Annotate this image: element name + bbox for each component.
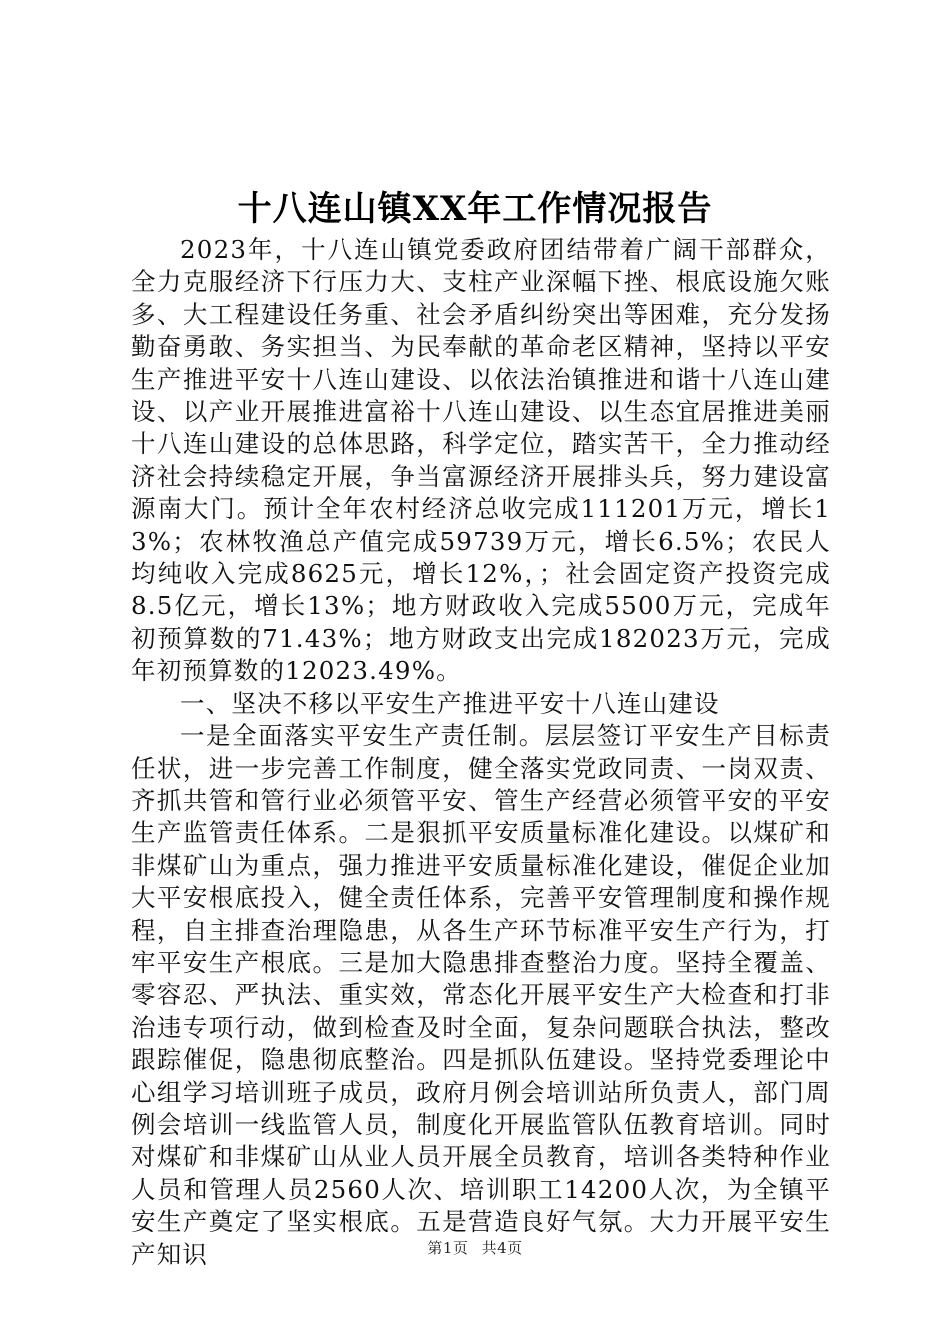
page-footer	[0, 1237, 950, 1258]
document-body	[131, 234, 831, 1271]
section-1-paragraph: 一是全面落实平安生产责任制。层层签订平安生产目标责任状，进一步完善工作制度，健全落实党政同责、一岗双责、齐抓共管和管行业必须管平安、管生产经营必须管平安的平安生产监管责任体系。二是狠抓平安质量标准化建设。以煤矿和非煤矿山为重点，强力推进平安质量标准化建设，催促企业加大平安根底投入，健全责任体系，完善平安管理制度和操作规程，自主排查治理隐患，从各生产环节标准平安生产行为，打牢平安生产根底。三是加大隐患排查整治力度。坚持全覆盖、零容忍、严执法、重实效，常态化开展平安生产大检查和打非治违专项行动，做到检查及时全面，复杂问题联合执法，整改跟踪催促，隐患彻底整治。四是抓队伍建设。坚持党委理论中心组学习培训班子成员，政府月例会培训站所负责人，部门周例会培训一线监管人员，制度化开展监管队伍教育培训。同时对煤矿和非煤矿山从业人员开展全员教育，培训各类特种作业人员和管理人员2560人次、培训职工14200人次，为全镇平安生产奠定了坚实根底。五是营造良好气氛。大力开展平安生产知识	[131, 721, 831, 1269]
page-total: 共4页	[481, 1239, 523, 1257]
page-number: 第1页	[427, 1239, 469, 1257]
document-title: 十八连山镇XX年工作情况报告	[237, 189, 713, 229]
intro-paragraph: 2023年，十八连山镇党委政府团结带着广阔干部群众，全力克服经济下行压力大、支柱产业深幅下挫、根底设施欠账多、大工程建设任务重、社会矛盾纠纷突出等困难，充分发扬勤奋勇敢、务实担当、为民奉献的革命老区精神，坚持以平安生产推进平安十八连山建设、以依法治镇推进和谐十八连山建设、以产业开展推进富裕十八连山建设、以生态宜居推进美丽十八连山建设的总体思路，科学定位，踏实苦干，全力推动经济社会持续稳定开展，争当富源经济开展排头兵，努力建设富源南大门。预计全年农村经济总收完成111201万元，增长13%；农林牧渔总产值完成59739万元，增长6.5%；农民人均纯收入完成8625元，增长12%，；社会固定资产投资完成8.5亿元，增长13%；地方财政收入完成5500万元，完成年初预算数的71.43%；地方财政支出完成182023万元，完成年初预算数的12023.49%。	[131, 235, 831, 686]
section-heading-1: 一、坚决不移以平安生产推进平安十八连山建设	[180, 688, 720, 718]
